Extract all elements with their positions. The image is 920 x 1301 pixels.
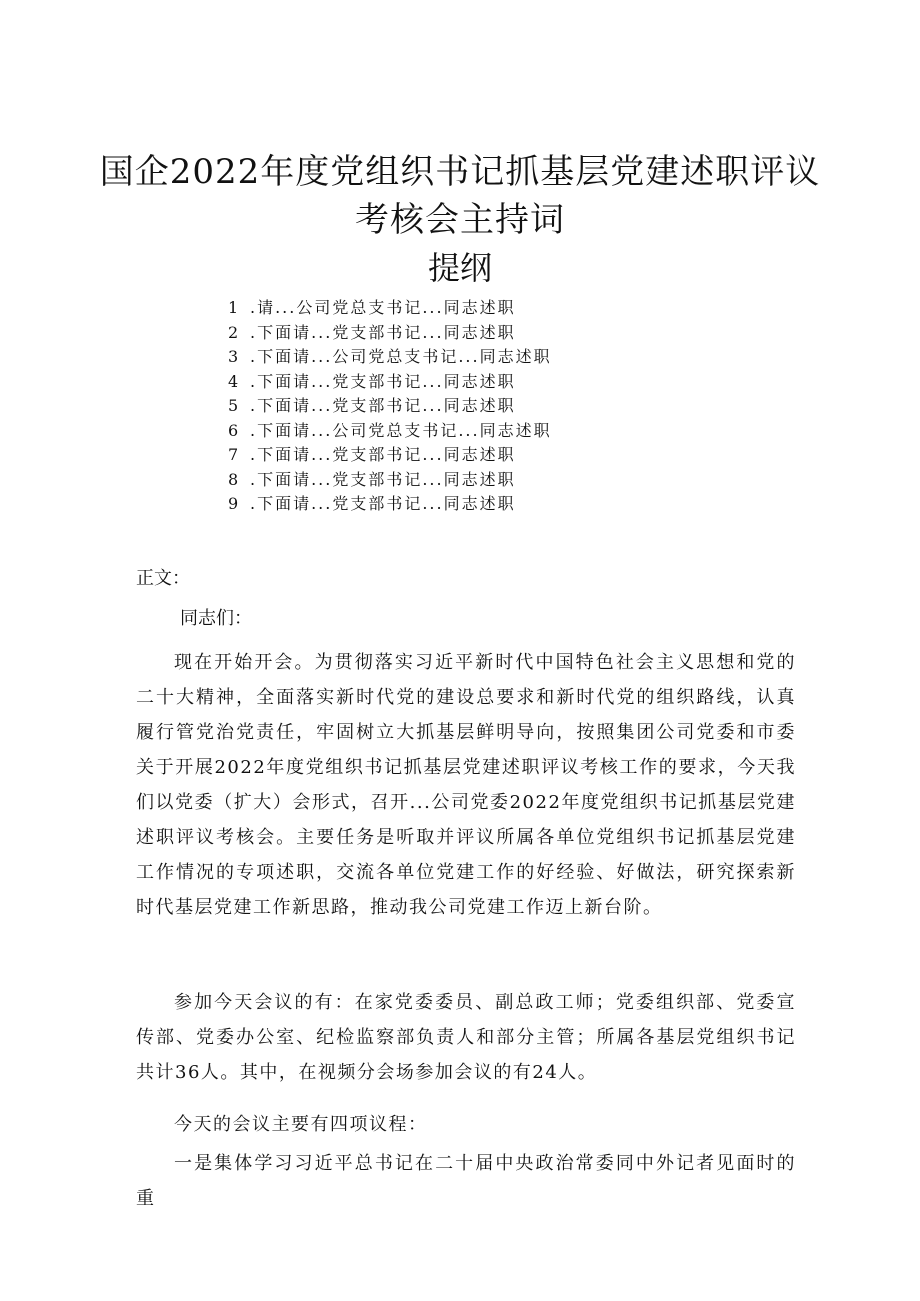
outline-item (228, 419, 552, 444)
outline-item (228, 443, 552, 468)
outline-item (228, 345, 552, 370)
outline-item (228, 296, 552, 321)
outline-item-text: .下面请...党支部书记...同志述职 (250, 494, 516, 513)
outline-item-number: 3 (228, 347, 239, 366)
outline-heading: 提纲 (427, 249, 492, 287)
outline-item (228, 394, 552, 419)
outline-item-number: 8 (228, 469, 239, 489)
paragraph-opening: 现在开始开会。为贯彻落实习近平新时代中国特色社会主义思想和党的二十大精神，全面落实新时代党的建设总要求和新时代党的组织路线，认真履行管党治党责任，牢固树立大抓基层鲜明导向，按照集团公司党委和市委关于开展2022年度党组织书记抓基层党建述职评议考核工作的要求，今天我们以党委（扩大）会形式，召开...公司党委2022年度党组织书记抓基层党建述职评议考核会。主要任务是听取并评议所属各单位党组织书记抓基层党建工作情况的专项述职，交流各单位党建工作的好经验、好做法，研究探索新时代基层党建工作新思路，推动我公司党建工作迈上新台阶。 (136, 652, 796, 918)
outline-item (228, 492, 552, 517)
outline-item (228, 321, 552, 346)
paragraph-agenda-intro: 今天的会议主要有四项议程： (174, 1114, 428, 1135)
greeting: 同志们： (180, 608, 252, 629)
outline-item-text: .下面请...党支部书记...同志述职 (250, 322, 516, 342)
outline-item-text: .下面请...党支部书记...同志述职 (250, 396, 516, 415)
outline-item-number: 7 (228, 445, 239, 464)
outline-item-number: 9 (228, 494, 239, 513)
outline-item-text: .下面请...公司党总支书记...同志述职 (250, 347, 552, 366)
outline-item-text: .下面请...党支部书记...同志述职 (250, 371, 516, 391)
outline-item-text: .下面请...党支部书记...同志述职 (250, 469, 516, 489)
body-label: 正文： (136, 568, 190, 589)
paragraph-agenda-item-1: 一是集体学习习近平总书记在二十届中央政治常委同中外记者见面时的重 (136, 1153, 796, 1209)
outline-item-number: 4 (228, 371, 239, 391)
outline-item-text: .请...公司党总支书记...同志述职 (250, 298, 516, 317)
outline-list (228, 296, 552, 517)
outline-item-number: 1 (228, 298, 239, 317)
paragraph-attendees: 参加今天会议的有：在家党委委员、副总政工师；党委组织部、党委宣传部、党委办公室、纪检监察部负责人和部分主管；所属各基层党组织书记共计36人。其中，在视频分会场参加会议的有24人。 (136, 992, 796, 1083)
outline-item-number: 2 (228, 322, 239, 342)
document-title-line-1: 国企2022年度党组织书记抓基层党建述职评议 (99, 152, 821, 192)
outline-item (228, 370, 552, 395)
outline-item (228, 468, 552, 493)
outline-item-number: 6 (228, 420, 239, 440)
outline-item-text: .下面请...公司党总支书记...同志述职 (250, 420, 552, 440)
outline-item-text: .下面请...党支部书记...同志述职 (250, 445, 516, 464)
document-title-line-2: 考核会主持词 (355, 200, 565, 240)
outline-item-number: 5 (228, 396, 239, 415)
